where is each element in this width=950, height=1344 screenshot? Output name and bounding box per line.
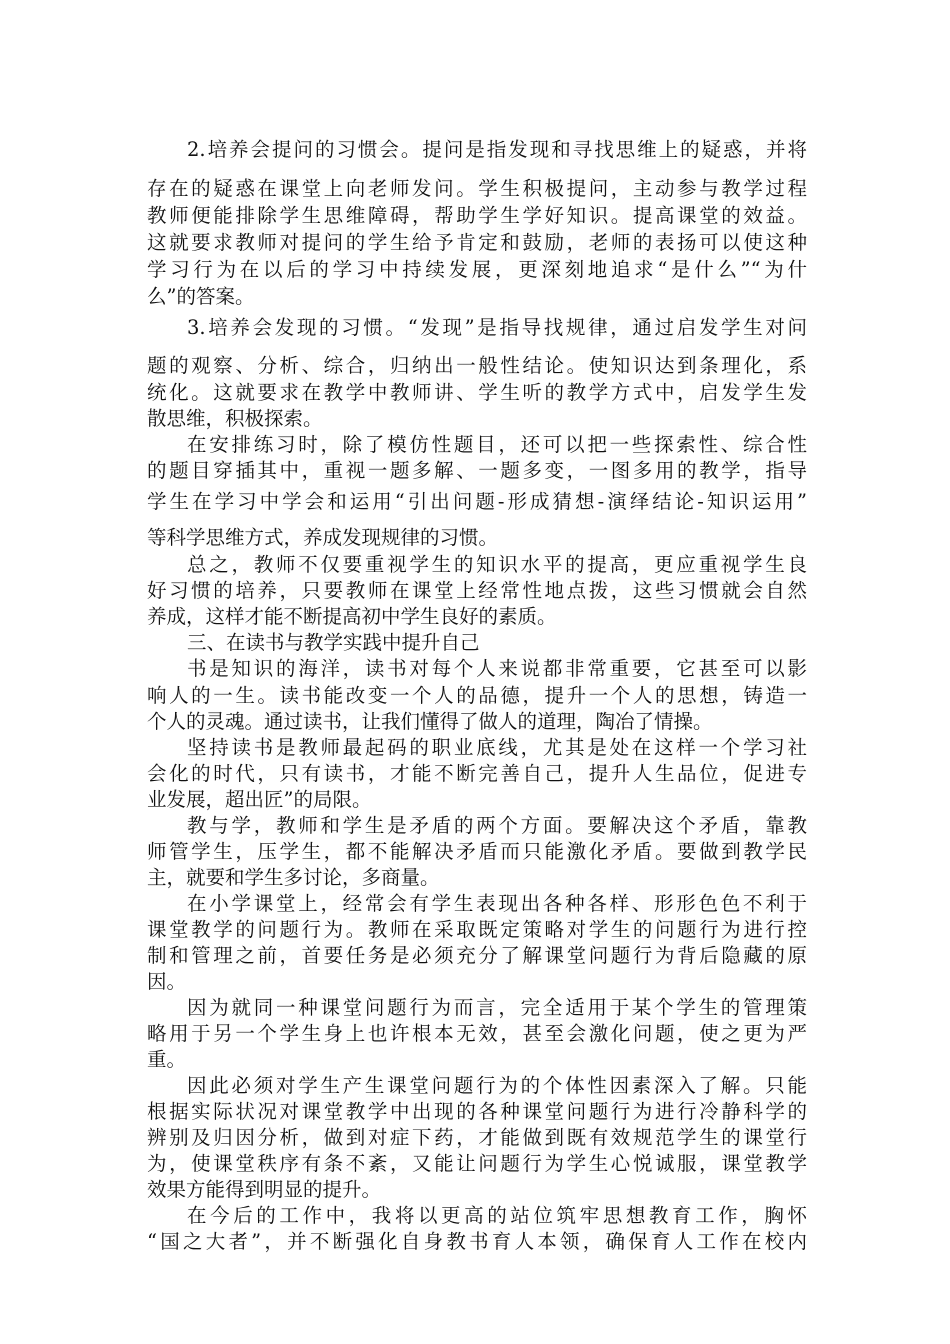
text-line: 学生在学习中学会和运用“引出问题-形成猜想-演绎结论-知识运用” — [147, 490, 807, 513]
text-line: 在小学课堂上，经常会有学生表现出各种各样、形形色色不利于 — [187, 892, 807, 915]
text-line: 效果方能得到明显的提升。 — [147, 1178, 382, 1201]
text-line: 么”的答案。 — [147, 285, 255, 308]
text-line: 在安排练习时，除了模仿性题目，还可以把一些探索性、综合性 — [187, 433, 807, 456]
text-line: 总之，教师不仅要重视学生的知识水平的提高，更应重视学生良 — [187, 553, 807, 576]
text-line: 好习惯的培养，只要教师在课堂上经常性地点拨，这些习惯就会自然 — [147, 579, 807, 602]
text-line: 根据实际状况对课堂教学中出现的各种课堂问题行为进行冷静科学的 — [147, 1100, 807, 1123]
text-line: 书是知识的海洋，读书对每个人来说都非常重要，它甚至可以影 — [187, 657, 807, 680]
text-line: 因为就同一种课堂问题行为而言，完全适用于某个学生的管理策 — [187, 996, 807, 1019]
text-line: 响人的一生。读书能改变一个人的品德，提升一个人的思想，铸造一 — [147, 684, 807, 707]
text-line: 题的观察、分析、综合，归纳出一般性结论。使知识达到条理化，系 — [147, 354, 807, 377]
text-line: 为，使课堂秩序有条不紊，又能让问题行为学生心悦诚服，课堂教学 — [147, 1152, 807, 1175]
text-line: 辨别及归因分析，做到对症下药，才能做到既有效规范学生的课堂行 — [147, 1126, 807, 1149]
text-line: 重。 — [147, 1048, 187, 1071]
text-line: 个人的灵魂。通过读书，让我们懂得了做人的道理，陶冶了情操。 — [147, 710, 713, 733]
text-line: 存在的疑惑在课堂上向老师发问。学生积极提问，主动参与教学过程 — [147, 177, 807, 200]
text-line: 因。 — [147, 970, 187, 993]
text-line: 养成，这样才能不断提高初中学生良好的素质。 — [147, 605, 557, 628]
text-line: 主，就要和学生多讨论，多商量。 — [147, 866, 440, 889]
text-line: 等科学思维方式，养成发现规律的习惯。 — [147, 526, 499, 549]
text-line: 略用于另一个学生身上也许根本无效，甚至会激化问题，使之更为严 — [147, 1022, 807, 1045]
text-line: 坚持读书是教师最起码的职业底线，尤其是处在这样一个学习社 — [187, 736, 807, 759]
text-line: 的题目穿插其中，重视一题多解、一题多变，一图多用的教学，指导 — [147, 459, 807, 482]
text-line: 因此必须对学生产生课堂问题行为的个体性因素深入了解。只能 — [187, 1074, 807, 1097]
text-line: 教师便能排除学生思维障碍，帮助学生学好知识。提高课堂的效益。 — [147, 204, 807, 227]
text-line: 会化的时代，只有读书，才能不断完善自己，提升人生品位，促进专 — [147, 762, 807, 785]
text-line: 课堂教学的问题行为。教师在采取既定策略对学生的问题行为进行控 — [147, 918, 807, 941]
text-line: “国之大者”，并不断强化自身教书育人本领，确保育人工作在校内 — [147, 1230, 807, 1253]
text-line: 3.培养会发现的习惯。“发现”是指导找规律，通过启发学生对问 — [187, 316, 807, 339]
text-line: 制和管理之前，首要任务是必须充分了解课堂问题行为背后隐藏的原 — [147, 944, 807, 967]
text-line: 在今后的工作中，我将以更高的站位筑牢思想教育工作，胸怀 — [187, 1204, 807, 1227]
text-line: 师管学生，压学生，都不能解决矛盾而只能激化矛盾。要做到教学民 — [147, 840, 807, 863]
text-line: 2.培养会提问的习惯会。提问是指发现和寻找思维上的疑惑，并将 — [187, 138, 807, 161]
text-line: 这就要求教师对提问的学生给予肯定和鼓励，老师的表扬可以使这种 — [147, 231, 807, 254]
text-line: 业发展，超出匠”的局限。 — [147, 788, 372, 811]
text-line: 散思维，积极探索。 — [147, 407, 323, 430]
text-line: 学习行为在以后的学习中持续发展，更深刻地追求“是什么”“为什 — [147, 258, 807, 281]
text-line: 统化。这就要求在教学中教师讲、学生听的教学方式中，启发学生发 — [147, 381, 807, 404]
section-heading: 三、在读书与教学实践中提升自己 — [187, 631, 480, 654]
text-line: 教与学，教师和学生是矛盾的两个方面。要解决这个矛盾，靠教 — [187, 814, 807, 837]
